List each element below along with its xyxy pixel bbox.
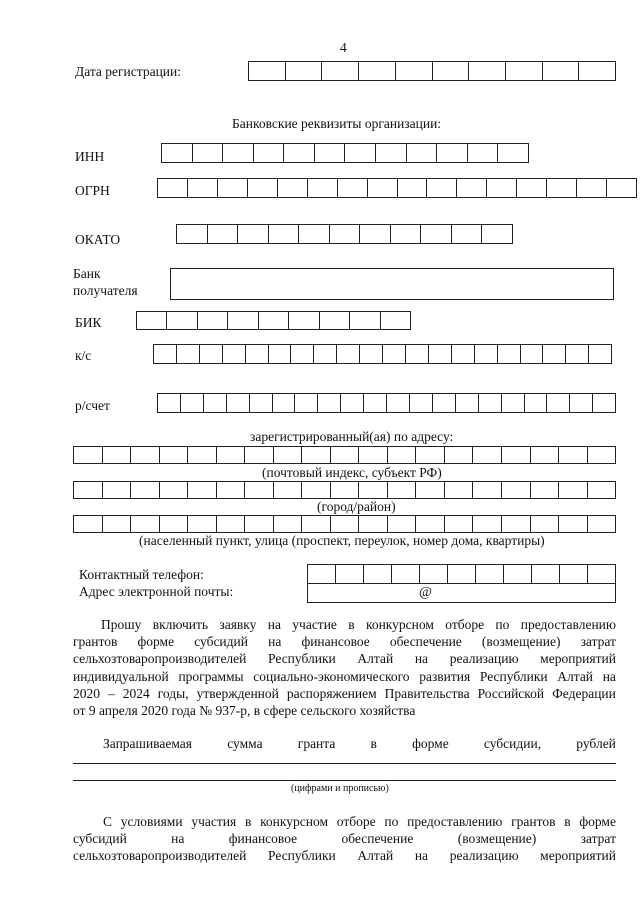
request-line	[73, 668, 616, 685]
grant-sum-input-line-2[interactable]	[73, 780, 616, 781]
input-cell[interactable]	[358, 62, 395, 80]
input-cell[interactable]	[273, 482, 302, 498]
input-cell[interactable]	[530, 516, 559, 532]
word: на	[602, 668, 616, 684]
phone-field[interactable]	[307, 564, 616, 584]
grant-sum-input-line-1[interactable]	[73, 763, 616, 764]
input-cell[interactable]	[397, 179, 427, 197]
input-cell[interactable]	[415, 447, 444, 463]
input-cell[interactable]	[415, 482, 444, 498]
bank-name-field[interactable]	[170, 268, 614, 300]
word: в	[244, 814, 252, 829]
word: Алтай	[357, 651, 394, 667]
input-cell[interactable]	[451, 225, 482, 243]
input-cell[interactable]	[158, 179, 187, 197]
input-cell[interactable]	[130, 482, 159, 498]
input-cell[interactable]	[520, 345, 543, 363]
input-cell[interactable]	[176, 345, 199, 363]
bik-label: БИК	[75, 315, 102, 330]
word: участие	[292, 617, 337, 632]
word: сумма	[227, 736, 263, 751]
word: участия	[191, 814, 237, 829]
word: затрат	[580, 634, 616, 650]
input-cell[interactable]	[337, 179, 367, 197]
input-cell[interactable]	[217, 179, 247, 197]
okato-label: ОКАТО	[75, 232, 121, 247]
word: включить	[152, 617, 209, 632]
input-cell[interactable]	[444, 447, 473, 463]
word: Алтай	[557, 668, 594, 684]
input-cell[interactable]	[546, 179, 576, 197]
input-cell[interactable]	[314, 144, 345, 162]
input-cell[interactable]	[565, 345, 588, 363]
bank-label-line1: Банк	[73, 266, 101, 281]
word: заявку	[219, 617, 257, 632]
input-cell[interactable]	[395, 62, 432, 80]
input-cell[interactable]	[159, 516, 188, 532]
input-cell[interactable]	[349, 312, 379, 329]
input-cell[interactable]	[340, 394, 363, 412]
input-cell[interactable]	[301, 447, 330, 463]
bank-details-heading: Банковские реквизиты организации:	[232, 116, 442, 131]
input-cell[interactable]	[358, 482, 387, 498]
word: затрат	[580, 831, 616, 847]
input-cell[interactable]	[587, 447, 616, 463]
word: субсидии,	[483, 736, 542, 751]
input-cell[interactable]	[558, 447, 587, 463]
input-cell[interactable]	[358, 516, 387, 532]
grant-sum-line	[73, 735, 616, 752]
input-cell[interactable]	[268, 345, 291, 363]
word: реализацию	[449, 848, 519, 864]
word: грантов	[511, 814, 556, 829]
word: субсидий	[73, 831, 127, 847]
word: мероприятий	[540, 651, 616, 667]
word: развития	[419, 668, 471, 684]
input-cell[interactable]	[363, 565, 391, 583]
word: рублей	[576, 736, 616, 751]
word: С	[103, 814, 113, 829]
input-cell[interactable]	[387, 482, 416, 498]
input-cell[interactable]	[542, 345, 565, 363]
email-label: Адрес электронной почты:	[79, 584, 234, 599]
input-cell[interactable]	[497, 144, 528, 162]
input-cell[interactable]	[207, 225, 238, 243]
input-cell[interactable]	[74, 482, 102, 498]
input-cell[interactable]	[375, 144, 406, 162]
word: утвержденной	[196, 685, 279, 701]
input-cell[interactable]	[222, 144, 253, 162]
input-cell[interactable]	[406, 144, 437, 162]
input-cell[interactable]	[405, 345, 428, 363]
input-cell[interactable]	[569, 394, 592, 412]
word: в	[348, 617, 355, 632]
word: на	[414, 848, 429, 864]
input-cell[interactable]	[588, 345, 611, 363]
input-cell[interactable]	[578, 62, 615, 80]
word: Республики	[479, 668, 548, 684]
word: обеспечение	[389, 634, 462, 650]
input-cell[interactable]	[380, 312, 410, 329]
word: условиями	[120, 814, 183, 829]
input-cell[interactable]	[137, 312, 166, 329]
bank-label-line2: получателя	[73, 283, 138, 298]
input-cell[interactable]	[587, 565, 615, 583]
word: в	[564, 814, 571, 829]
word: (возмещение)	[457, 831, 537, 847]
word: 2024	[122, 685, 150, 701]
word: –	[107, 685, 115, 701]
input-cell[interactable]	[467, 144, 498, 162]
input-cell[interactable]	[587, 482, 616, 498]
input-cell[interactable]	[159, 447, 188, 463]
word: финансовое	[301, 634, 370, 650]
inn-field[interactable]	[161, 143, 529, 163]
input-cell[interactable]	[576, 179, 606, 197]
input-cell[interactable]	[455, 394, 478, 412]
input-cell[interactable]	[468, 62, 505, 80]
input-cell[interactable]	[505, 62, 542, 80]
input-cell[interactable]	[166, 312, 196, 329]
input-cell[interactable]	[237, 225, 268, 243]
word: форме	[137, 634, 175, 650]
input-cell[interactable]	[432, 62, 469, 80]
input-cell[interactable]	[244, 516, 273, 532]
word: Российской	[477, 685, 545, 701]
word: реализацию	[449, 651, 519, 667]
input-cell[interactable]	[301, 482, 330, 498]
grant-sum-caption: (цифрами и прописью)	[291, 783, 389, 794]
word: в	[370, 736, 377, 751]
address-city-caption: (город/район)	[317, 499, 396, 514]
input-cell[interactable]	[187, 482, 216, 498]
registration-date-field[interactable]	[248, 61, 616, 81]
input-cell[interactable]	[592, 394, 615, 412]
input-cell[interactable]	[258, 312, 288, 329]
input-cell[interactable]	[180, 394, 203, 412]
input-cell[interactable]	[130, 447, 159, 463]
rs-field[interactable]	[157, 393, 616, 413]
request-line	[73, 633, 616, 650]
input-cell[interactable]	[308, 565, 335, 583]
word: Алтай	[357, 848, 394, 864]
input-cell[interactable]	[516, 179, 546, 197]
okato-field[interactable]	[176, 224, 513, 244]
input-cell[interactable]	[192, 144, 223, 162]
input-cell[interactable]	[177, 225, 207, 243]
input-cell[interactable]	[102, 447, 131, 463]
input-cell[interactable]	[335, 565, 363, 583]
word: Прошу	[101, 617, 142, 632]
input-cell[interactable]	[472, 447, 501, 463]
input-cell[interactable]	[426, 179, 456, 197]
input-cell[interactable]	[530, 447, 559, 463]
input-cell[interactable]	[253, 144, 284, 162]
input-cell[interactable]	[358, 447, 387, 463]
input-cell[interactable]	[216, 447, 245, 463]
word: Республики	[268, 651, 336, 667]
conditions-line	[73, 847, 616, 864]
word: по	[495, 617, 510, 632]
input-cell[interactable]	[444, 516, 473, 532]
word: предоставлению	[407, 814, 503, 829]
input-cell[interactable]	[102, 482, 131, 498]
input-cell[interactable]	[474, 345, 497, 363]
word: распоряжением	[286, 685, 377, 701]
input-cell[interactable]	[197, 312, 227, 329]
input-cell[interactable]	[330, 516, 359, 532]
email-at-sign: @	[419, 585, 432, 600]
input-cell[interactable]	[336, 345, 359, 363]
input-cell[interactable]	[321, 62, 358, 80]
word: индивидуальной	[73, 668, 169, 684]
conditions-paragraph	[73, 813, 616, 865]
rs-label: р/счет	[75, 398, 110, 413]
word: отборе	[336, 814, 376, 829]
input-cell[interactable]	[154, 345, 176, 363]
input-cell[interactable]	[187, 516, 216, 532]
input-cell[interactable]	[158, 394, 180, 412]
request-line	[73, 650, 616, 667]
input-cell[interactable]	[436, 144, 467, 162]
word: на	[268, 634, 282, 650]
word: на	[414, 651, 429, 667]
input-cell[interactable]	[382, 345, 405, 363]
input-cell[interactable]	[283, 144, 314, 162]
input-cell[interactable]	[409, 394, 432, 412]
word: Федерации	[552, 685, 616, 701]
input-cell[interactable]	[227, 312, 257, 329]
input-cell[interactable]	[285, 62, 322, 80]
input-cell[interactable]	[472, 482, 501, 498]
input-cell[interactable]	[501, 394, 524, 412]
input-cell[interactable]	[249, 62, 285, 80]
address-city-field[interactable]	[73, 481, 616, 499]
ogrn-field[interactable]	[157, 178, 637, 198]
input-cell[interactable]	[387, 447, 416, 463]
input-cell[interactable]	[475, 565, 503, 583]
word: Запрашиваемая	[103, 736, 192, 751]
input-cell[interactable]	[268, 225, 299, 243]
request-line	[73, 616, 616, 633]
word: финансовое	[228, 831, 298, 847]
input-cell[interactable]	[329, 225, 360, 243]
input-cell[interactable]	[542, 62, 579, 80]
input-cell[interactable]	[451, 345, 474, 363]
input-cell[interactable]	[216, 516, 245, 532]
input-cell[interactable]	[559, 565, 587, 583]
inn-label: ИНН	[75, 149, 105, 164]
input-cell[interactable]	[486, 179, 516, 197]
input-cell[interactable]	[501, 516, 530, 532]
word: форме	[579, 814, 616, 829]
input-cell[interactable]	[273, 516, 302, 532]
registration-date-label: Дата регистрации:	[75, 64, 182, 79]
word: отборе	[445, 617, 485, 632]
address-heading: зарегистрированный(ая) по адресу:	[250, 429, 454, 444]
input-cell[interactable]	[367, 179, 397, 197]
input-cell[interactable]	[363, 394, 386, 412]
input-cell[interactable]	[272, 394, 295, 412]
input-cell[interactable]	[307, 179, 337, 197]
input-cell[interactable]	[290, 345, 313, 363]
input-cell[interactable]	[203, 394, 226, 412]
input-cell[interactable]	[298, 225, 329, 243]
word: сельхозтоваропроизводителей	[73, 651, 247, 667]
address-postal-caption: (почтовый индекс, субъект РФ)	[262, 465, 442, 480]
input-cell[interactable]	[74, 447, 102, 463]
address-street-field[interactable]	[73, 515, 616, 533]
word: субсидий	[194, 634, 248, 650]
word: форме	[412, 736, 449, 751]
input-cell[interactable]	[359, 345, 382, 363]
input-cell[interactable]	[294, 394, 317, 412]
input-cell[interactable]	[317, 394, 340, 412]
ks-field[interactable]	[153, 344, 612, 364]
word: предоставлению	[520, 617, 616, 632]
input-cell[interactable]	[415, 516, 444, 532]
input-cell[interactable]	[456, 179, 486, 197]
word: годы,	[157, 685, 189, 701]
input-cell[interactable]	[391, 565, 419, 583]
input-cell[interactable]	[199, 345, 222, 363]
input-cell[interactable]	[558, 516, 587, 532]
input-cell[interactable]	[428, 345, 451, 363]
input-cell[interactable]	[501, 447, 530, 463]
word: мероприятий	[540, 848, 616, 864]
input-cell[interactable]	[244, 482, 273, 498]
input-cell[interactable]	[162, 144, 192, 162]
input-cell[interactable]	[226, 394, 249, 412]
input-cell[interactable]	[344, 144, 375, 162]
input-cell[interactable]	[503, 565, 531, 583]
input-cell[interactable]	[273, 447, 302, 463]
input-cell[interactable]	[187, 447, 216, 463]
page-number: 4	[340, 40, 347, 55]
address-street-caption: (населенный пункт, улица (проспект, переулок, номер дома, квартиры)	[139, 533, 545, 548]
word: обеспечение	[341, 831, 414, 847]
input-cell[interactable]	[319, 312, 349, 329]
input-cell[interactable]	[558, 482, 587, 498]
input-cell[interactable]	[524, 394, 547, 412]
input-cell[interactable]	[420, 225, 451, 243]
input-cell[interactable]	[501, 482, 530, 498]
word: на	[267, 617, 281, 632]
phone-label: Контактный телефон:	[79, 567, 204, 582]
input-cell[interactable]	[330, 482, 359, 498]
input-cell[interactable]	[245, 345, 268, 363]
word: сельхозтоваропроизводителей	[73, 848, 247, 864]
input-cell[interactable]	[313, 345, 336, 363]
word: грантов	[73, 634, 118, 650]
input-cell[interactable]	[359, 225, 390, 243]
input-cell[interactable]	[390, 225, 421, 243]
input-cell[interactable]	[497, 345, 520, 363]
input-cell[interactable]	[530, 482, 559, 498]
input-cell[interactable]	[447, 565, 475, 583]
input-cell[interactable]	[531, 565, 559, 583]
ogrn-label: ОГРН	[75, 183, 110, 198]
input-cell[interactable]	[386, 394, 409, 412]
input-cell[interactable]	[288, 312, 318, 329]
request-line	[73, 685, 616, 702]
input-cell[interactable]	[249, 394, 272, 412]
input-cell[interactable]	[187, 179, 217, 197]
input-cell[interactable]	[102, 516, 131, 532]
input-cell[interactable]	[419, 565, 447, 583]
word: гранта	[297, 736, 336, 751]
input-cell[interactable]	[481, 225, 512, 243]
word: конкурсном	[260, 814, 329, 829]
input-cell[interactable]	[216, 482, 245, 498]
input-cell[interactable]	[387, 516, 416, 532]
input-cell[interactable]	[478, 394, 501, 412]
input-cell[interactable]	[606, 179, 636, 197]
input-cell[interactable]	[546, 394, 569, 412]
address-postal-field[interactable]	[73, 446, 616, 464]
request-paragraph	[73, 616, 616, 719]
bik-field[interactable]	[136, 311, 411, 330]
input-cell[interactable]	[330, 447, 359, 463]
word: на	[171, 831, 185, 847]
word: программы	[178, 668, 244, 684]
word: по	[384, 814, 399, 829]
input-cell[interactable]	[587, 516, 616, 532]
word: (возмещение)	[481, 634, 561, 650]
word: конкурсном	[365, 617, 434, 632]
input-cell[interactable]	[130, 516, 159, 532]
input-cell[interactable]	[301, 516, 330, 532]
input-cell[interactable]	[222, 345, 245, 363]
input-cell[interactable]	[247, 179, 277, 197]
input-cell[interactable]	[444, 482, 473, 498]
input-cell[interactable]	[74, 516, 102, 532]
word: социально-экономического	[253, 668, 410, 684]
input-cell[interactable]	[277, 179, 307, 197]
word: 2020	[73, 685, 100, 701]
input-cell[interactable]	[244, 447, 273, 463]
word: Республики	[268, 848, 336, 864]
input-cell[interactable]	[432, 394, 455, 412]
input-cell[interactable]	[159, 482, 188, 498]
email-field[interactable]	[307, 583, 616, 603]
word: Правительства	[384, 685, 470, 701]
conditions-line	[73, 813, 616, 830]
conditions-line	[73, 830, 616, 847]
request-line: от 9 апреля 2020 года № 937-р, в сфере сельского хозяйства	[73, 703, 416, 719]
ks-label: к/с	[75, 348, 92, 363]
input-cell[interactable]	[472, 516, 501, 532]
